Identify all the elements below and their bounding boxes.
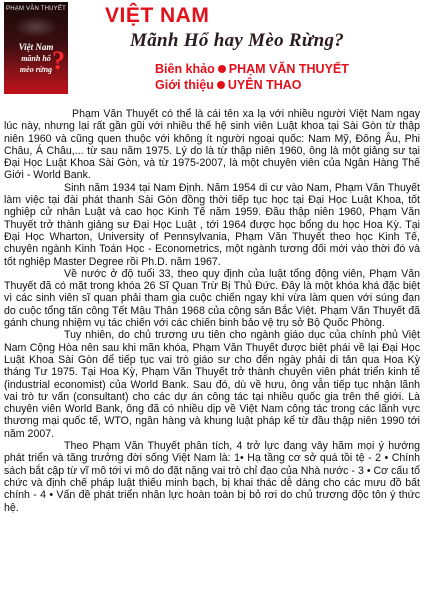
cover-swoosh	[14, 16, 58, 38]
paragraph: Tuy nhiên, do chủ trương ưu tiên cho ngành giáo dục của chính phủ Việt Nam Cộng Hòa nên sau khi mãn khóa, Phạm Văn Thuyết được biệt phái về lại Đại Học Luật Khoa Sài Gòn để tiếp tục vai trò giáo sư cho đến ngày phải di tản qua Hoa Kỳ tháng Tư 1975. Tại Hoa Kỳ, Phạm Văn Thuyết trở thành chuyên viên phát triển kinh tế (industrial economist) của World Bank. Sau đó, dù về hưu, ông vẫn tiếp tục nhận lãnh vai trò tư vấn (consultant) cho các dự án công tác tại nhiều quốc gia trên thế giới. Là chuyên viên World Bank, ông đã có nhiều dịp về Việt Nam công tác trong các lãnh vực thương mại quốc tế, WTO, ngân hàng và khung luật pháp kể từ đầu thập niên 1990 tới năm 2007.	[4, 329, 420, 440]
credit-author	[155, 62, 415, 76]
paragraph: Sinh năm 1934 tại Nam Định. Năm 1954 di cư vào Nam, Phạm Văn Thuyết làm việc tại đài phát thanh Sài Gòn đồng thời tiếp tục học tại Đại Học Luật Khoa, tốt nghiệp cử nhân Luật và cao học Kinh Tế năm 1959. Đầu thập niên 1960, Phạm Văn Thuyết trở thành giảng sư Đại Học Luật , tới 1964 được học bổng du học Hoa Kỳ. Tại Đại Học Wharton, University of Pennsylvania, Phạm Văn Thuyết theo học Kinh Tế, chuyên ngành Kinh Toán Học - Econometrics, một ngành tương đối mới vào thời đó và tốt nghiệp Master Degree rồi Ph.D. năm 1967.	[4, 181, 420, 268]
cover-title-line3: mèo rừng	[19, 65, 53, 74]
paragraph: Theo Phạm Văn Thuyết phân tích, 4 trở lực đang vây hãm mọi ý hướng phát triển và tăng trưởng đời sống Việt Nam là: 1• Hạ tầng cơ sở quá tồi tệ - 2 • Chính sách bắt cập từ vĩ mô tới vi mô do đặt nặng vai trò chỉ đạo của Nhà nước - 3 • Cơ cấu tổ chức và định chế pháp luật thiếu minh bạch, bị khai thác dễ dàng cho các mưu đồ bất chính - 4 • Vấn đề phát triển nhân lực hoàn toàn bị bỏ rơi do chủ trương độc tôn ý thức hệ.	[4, 440, 420, 514]
credit-introducer-name: UYÊN THAO	[227, 78, 302, 92]
credit-introducer	[155, 78, 415, 92]
credit-author-label: Biên khảo	[155, 62, 215, 76]
cover-title-line2: mãnh hổ	[21, 54, 51, 63]
book-cover-image	[4, 2, 68, 94]
cover-question-mark: ?	[52, 46, 65, 75]
page-title: VIỆT NAM	[105, 4, 210, 27]
credit-author-name: PHẠM VĂN THUYẾT	[228, 62, 349, 76]
paragraph: Phạm Văn Thuyết có thể là cái tên xa lạ với nhiều người Việt Nam ngay lúc này, nhưng lại rất gần gũi với nhiều thế hệ sinh viên Luật khoa tại Sài Gòn từ thập niên 1960 và cũng quen thuộc với không ít người ngoại quốc: Nam Mỹ, Đông Âu, Phi Châu, Á Châu,... từ sau năm 1975. Lý do là từ thập niên 1960, ông là một giảng sư tại Đại Học Luật Khoa Sài Gòn, và từ 1975-2007, là một chuyên viên của Ngân Hàng Thế Giới - World Bank.	[4, 108, 420, 182]
credit-introducer-label: Giới thiệu	[155, 78, 214, 92]
bullet-dot	[218, 65, 226, 73]
cover-author: PHẠM VĂN THUYẾT	[6, 6, 66, 12]
page-subtitle: Mãnh Hổ hay Mèo Rừng?	[130, 30, 345, 51]
bullet-dot	[217, 81, 225, 89]
cover-title-line1: Việt Nam	[18, 42, 54, 52]
paragraph: Về nước ở độ tuổi 33, theo quy định của luật tổng động viên, Phạm Văn Thuyết đã có mặt trong khóa 26 Sĩ Quan Trừ Bị Thủ Đức. Đây là một khóa khá đặc biệt vì các sinh viên sĩ quan phải tham gia cuộc chiến ngay khi vừa làm quen với súng đạn do cuộc tổng tấn công Tết Mậu Thân 1968 của cộng sản Bắc Việt. Phạm Văn Thuyết đã gánh chung nhiệm vụ tác chiến với các chiến binh bảo vệ trụ sở Bộ Quốc Phòng.	[4, 267, 420, 330]
article-body	[4, 108, 420, 514]
